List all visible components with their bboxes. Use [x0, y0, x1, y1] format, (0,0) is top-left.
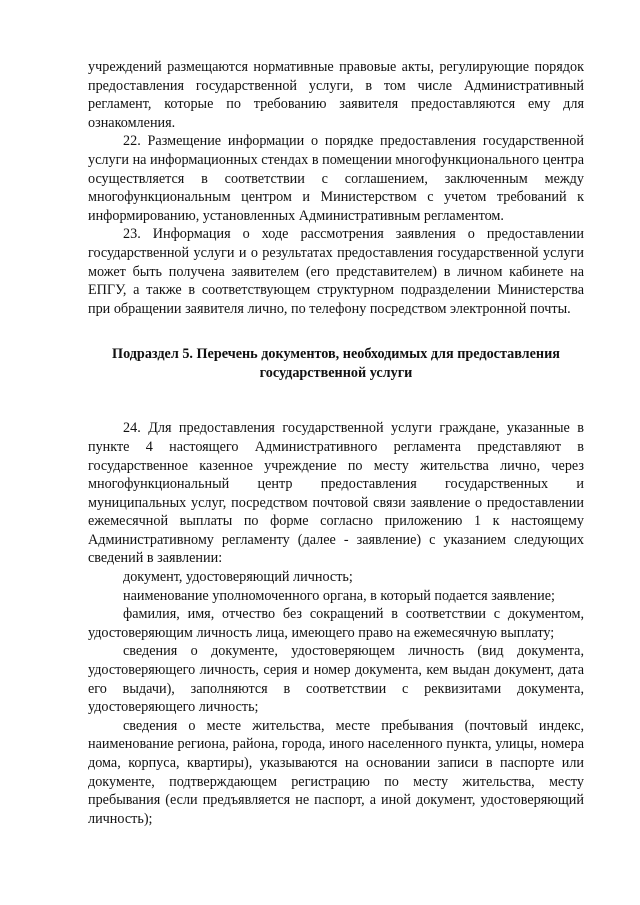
- list-item-residence-details: сведения о месте жительства, месте пребывания (почтовый индекс, наименование региона, района, города, иного населенного пункта, улицы, номера дома, корпуса, квартиры), указываются на основании записи в паспорте или документе, подтверждающем регистрацию по месту жительства, месту пребывания (если предъявляется не паспорт, а иной документ, удостоверяющий личность);: [88, 717, 584, 827]
- section-heading-line1: Подраздел 5. Перечень документов, необходимых для предоставления: [112, 346, 560, 363]
- document-page: [88, 58, 584, 828]
- paragraph-24: 24. Для предоставления государственной услуги граждане, указанные в пункте 4 настоящего Административного регламента представляют в государственное казенное учреждение по месту жительства лично, через многофункциональный центр предоставления государственных и муниципальных услуг, посредством почтовой связи заявление о предоставлении ежемесячной выплаты по форме согласно приложению 1 к настоящему Административному регламенту (далее - заявление) с указанием следующих сведений в заявлении:: [88, 420, 584, 567]
- list-item-full-name: фамилия, имя, отчество без сокращений в соответствии с документом, удостоверяющим личность лица, имеющего право на ежемесячную выплату;: [88, 606, 584, 641]
- paragraph-22: 22. Размещение информации о порядке предоставления государственной услуги на информационных стендах в помещении многофункционального центра осуществляется в соответствии с соглашением, заключенным между многофункциональным центром и Министерством с учетом требований к информированию, установленных Административным регламентом.: [88, 133, 584, 224]
- paragraph-23: 23. Информация о ходе рассмотрения заявления о предоставлении государственной услуги и о результатах предоставления государственной услуги может быть получена заявителем (его представителем) в личном кабинете на ЕПГУ, а также в соответствующем структурном подразделении Министерства при обращении заявителя лично, по телефону посредством электронной почты.: [88, 226, 584, 317]
- section-heading: [88, 345, 584, 383]
- list-item-identity-document: документ, удостоверяющий личность;: [123, 569, 353, 586]
- section-heading-line2: государственной услуги: [259, 365, 413, 382]
- list-item-authority-name: наименование уполномоченного органа, в который подается заявление;: [123, 587, 555, 604]
- paragraph-intro: учреждений размещаются нормативные правовые акты, регулирующие порядок предоставления государственной услуги, в том числе Административный регламент, которые по требованию заявителя предоставляются ему для ознакомления.: [88, 59, 584, 131]
- list-item-document-details: сведения о документе, удостоверяющем личность (вид документа, удостоверяющего личность, серия и номер документа, кем выдан документ, дата его выдачи), заполняются в соответствии с реквизитами документа, удостоверяющего личность;: [88, 643, 584, 716]
